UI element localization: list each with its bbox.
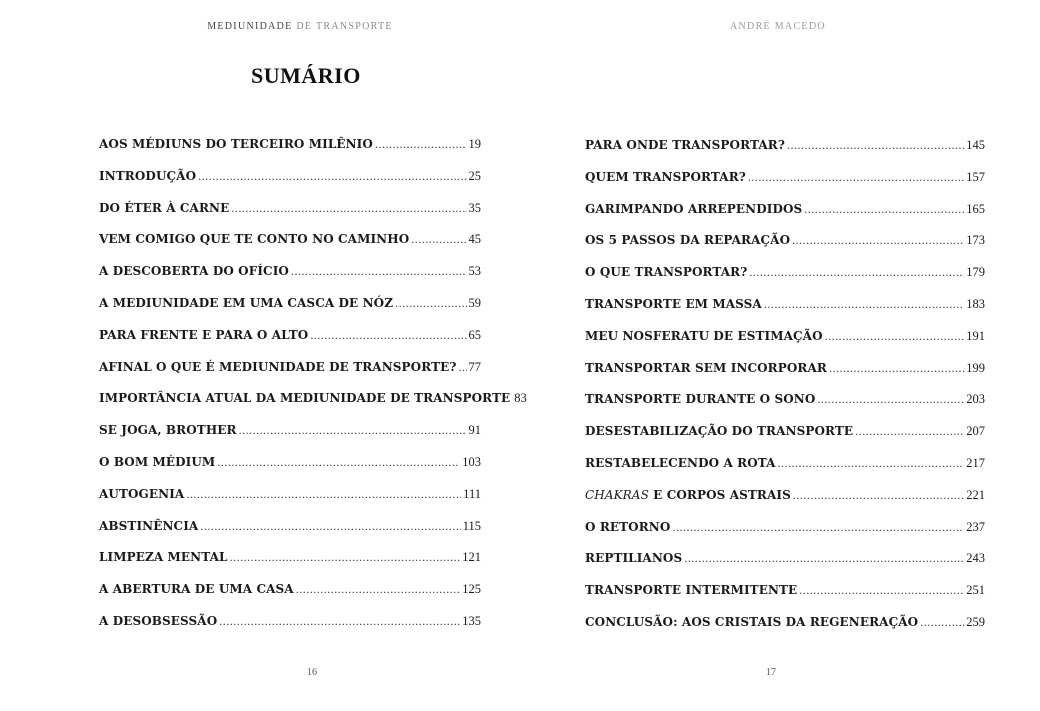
toc-entry — [585, 453, 985, 485]
dot-leader — [296, 579, 461, 599]
toc-entry — [99, 516, 481, 548]
dot-leader — [395, 293, 466, 313]
toc-entry-page: 145 — [966, 138, 985, 152]
dot-leader — [792, 230, 964, 250]
page-title: SUMÁRIO — [251, 63, 361, 88]
toc-entry-title: A DESOBSESSÃO — [99, 613, 218, 628]
toc-entry-title: QUEM TRANSPORTAR? — [585, 169, 746, 184]
toc-entry-page: 221 — [966, 487, 985, 502]
toc-entry-title: AUTOGENIA — [99, 486, 185, 501]
dot-leader — [459, 357, 467, 377]
toc-entry — [99, 484, 481, 516]
toc-entry-title: A DESCOBERTA DO OFÍCIO — [99, 264, 289, 279]
dot-leader — [219, 611, 460, 631]
toc-entry-page: 191 — [966, 328, 985, 343]
toc-entry — [585, 135, 985, 167]
dot-leader — [230, 547, 461, 567]
toc-entry — [585, 199, 985, 231]
header-book-title: MEDIUNIDADE — [207, 21, 293, 32]
right-page — [520, 0, 1040, 711]
toc-entry — [585, 358, 985, 390]
toc-list-right — [585, 135, 985, 644]
header-book-subtitle: DE TRANSPORTE — [292, 21, 393, 32]
toc-entry-page: 165 — [966, 201, 985, 216]
toc-entry — [585, 230, 985, 262]
dot-leader — [375, 134, 467, 154]
toc-entry — [585, 262, 985, 294]
toc-entry-page: 53 — [468, 264, 481, 279]
toc-entry-page: 115 — [462, 518, 481, 533]
toc-entry-title-italic: CHAKRAS — [585, 487, 649, 502]
toc-entry-page: 35 — [468, 200, 481, 215]
toc-entry-title: MEU NOSFERATU DE ESTIMAÇÃO — [585, 328, 823, 343]
toc-entry-page: 19 — [468, 137, 481, 151]
toc-entry-title: SE JOGA, BROTHER — [99, 423, 237, 438]
toc-entry-page: 179 — [966, 265, 985, 280]
toc-entry-title: AOS MÉDIUNS DO TERCEIRO MILÊNIO — [99, 137, 373, 151]
toc-entry-page: 111 — [463, 486, 481, 501]
toc-entry-page: 217 — [966, 455, 985, 470]
dot-leader — [748, 167, 964, 187]
toc-entry — [585, 517, 985, 549]
toc-entry-title: PARA FRENTE E PARA O ALTO — [99, 327, 309, 342]
toc-entry-page: 135 — [462, 613, 481, 628]
toc-entry-title: INTRODUÇÃO — [99, 168, 197, 183]
dot-leader — [200, 516, 460, 536]
toc-entry-title: TRANSPORTE DURANTE O SONO — [585, 392, 816, 407]
dot-leader — [920, 612, 964, 632]
toc-entry — [585, 294, 985, 326]
toc-entry — [99, 452, 481, 484]
dot-leader — [239, 420, 467, 440]
toc-entry-title: REPTILIANOS — [585, 551, 683, 566]
toc-entry-title: LIMPEZA MENTAL — [99, 550, 228, 565]
toc-entry-title: TRANSPORTE INTERMITENTE — [585, 583, 798, 598]
toc-entry — [585, 167, 985, 199]
toc-entry-title: O RETORNO — [585, 519, 671, 534]
dot-leader — [825, 326, 965, 346]
dot-leader — [778, 453, 965, 473]
toc-entry-page: 83 — [514, 391, 527, 406]
toc-entry — [99, 388, 527, 420]
dot-leader — [411, 229, 466, 249]
toc-entry-title: O QUE TRANSPORTAR? — [585, 265, 748, 280]
toc-entry-title: CONCLUSÃO: AOS CRISTAIS DA REGENERAÇÃO — [585, 614, 919, 629]
toc-entry — [99, 547, 481, 579]
dot-leader — [829, 358, 964, 378]
dot-leader — [764, 294, 964, 314]
toc-entry-title: DO ÉTER À CARNE — [99, 200, 230, 215]
toc-entry-page: 65 — [468, 327, 481, 342]
running-header — [0, 21, 600, 32]
dot-leader — [804, 199, 964, 219]
toc-entry-title: A ABERTURA DE UMA CASA — [99, 582, 294, 597]
toc-entry — [99, 293, 481, 325]
toc-entry-title: O BOM MÉDIUM — [99, 454, 216, 469]
dot-leader — [793, 485, 964, 505]
toc-entry — [585, 485, 985, 517]
dot-leader — [684, 548, 964, 568]
toc-entry-title: IMPORTÂNCIA ATUAL DA MEDIUNIDADE DE TRANSPORTE — [99, 391, 511, 406]
toc-entry-page: 45 — [468, 232, 481, 247]
toc-entry — [585, 612, 985, 644]
toc-entry-title: OS 5 PASSOS DA REPARAÇÃO — [585, 233, 791, 248]
toc-entry-title — [585, 485, 791, 505]
toc-entry — [99, 166, 481, 198]
toc-entry-page: 251 — [966, 583, 985, 598]
toc-entry-page: 199 — [966, 360, 985, 375]
toc-entry — [99, 134, 481, 166]
toc-entry-title-rest: E CORPOS ASTRAIS — [648, 487, 791, 502]
toc-entry-page: 121 — [462, 550, 481, 565]
dot-leader — [817, 389, 964, 409]
toc-entry — [585, 421, 985, 453]
toc-entry — [99, 579, 481, 611]
dot-leader — [749, 262, 964, 282]
toc-entry-title: TRANSPORTE EM MASSA — [585, 296, 762, 311]
dot-leader — [186, 484, 461, 504]
toc-entry-page: 59 — [468, 295, 481, 310]
dot-leader — [291, 261, 467, 281]
toc-entry-page: 259 — [966, 614, 985, 629]
toc-entry — [99, 325, 481, 357]
toc-entry-title: ABSTINÊNCIA — [99, 518, 199, 533]
toc-entry — [585, 326, 985, 358]
running-header-author: ANDRÉ MACEDO — [730, 21, 826, 32]
toc-entry-title: AFINAL O QUE É MEDIUNIDADE DE TRANSPORTE? — [99, 359, 457, 374]
dot-leader — [787, 135, 964, 155]
toc-entry — [585, 389, 985, 421]
toc-entry-page: 77 — [468, 359, 481, 374]
toc-entry-page: 125 — [462, 582, 481, 597]
dot-leader — [198, 166, 466, 186]
toc-entry-page: 173 — [966, 233, 985, 248]
toc-entry-title: RESTABELECENDO A ROTA — [585, 455, 776, 470]
toc-entry — [99, 357, 481, 389]
dot-leader — [799, 580, 964, 600]
toc-entry-title: TRANSPORTAR SEM INCORPORAR — [585, 360, 827, 375]
toc-entry-page: 25 — [468, 168, 481, 183]
page-number: 16 — [307, 667, 317, 678]
dot-leader — [855, 421, 964, 441]
toc-entry-page: 157 — [966, 169, 985, 184]
toc-list-left — [99, 134, 527, 643]
dot-leader — [310, 325, 466, 345]
toc-entry-page: 243 — [966, 551, 985, 566]
toc-entry — [99, 229, 481, 261]
toc-entry-title: A MEDIUNIDADE EM UMA CASCA DE NÓZ — [99, 295, 394, 310]
toc-entry — [99, 420, 481, 452]
toc-entry — [99, 198, 481, 230]
toc-entry-title: DESESTABILIZAÇÃO DO TRANSPORTE — [585, 424, 854, 439]
toc-entry — [585, 580, 985, 612]
toc-entry-page: 183 — [966, 296, 985, 311]
toc-entry-page: 237 — [966, 519, 985, 534]
dot-leader — [672, 517, 964, 537]
toc-entry-page: 203 — [966, 392, 985, 407]
toc-entry-page: 91 — [468, 423, 481, 438]
toc-entry — [585, 548, 985, 580]
toc-entry-title: GARIMPANDO ARREPENDIDOS — [585, 201, 803, 216]
toc-entry-page: 103 — [462, 454, 481, 469]
dot-leader — [217, 452, 460, 472]
toc-entry-title: PARA ONDE TRANSPORTAR? — [585, 138, 785, 152]
toc-entry-title: VEM COMIGO QUE TE CONTO NO CAMINHO — [99, 232, 410, 247]
page-number: 17 — [766, 667, 776, 678]
dot-leader — [231, 198, 466, 218]
toc-entry — [99, 261, 481, 293]
toc-entry-page: 207 — [966, 424, 985, 439]
toc-entry — [99, 611, 481, 643]
